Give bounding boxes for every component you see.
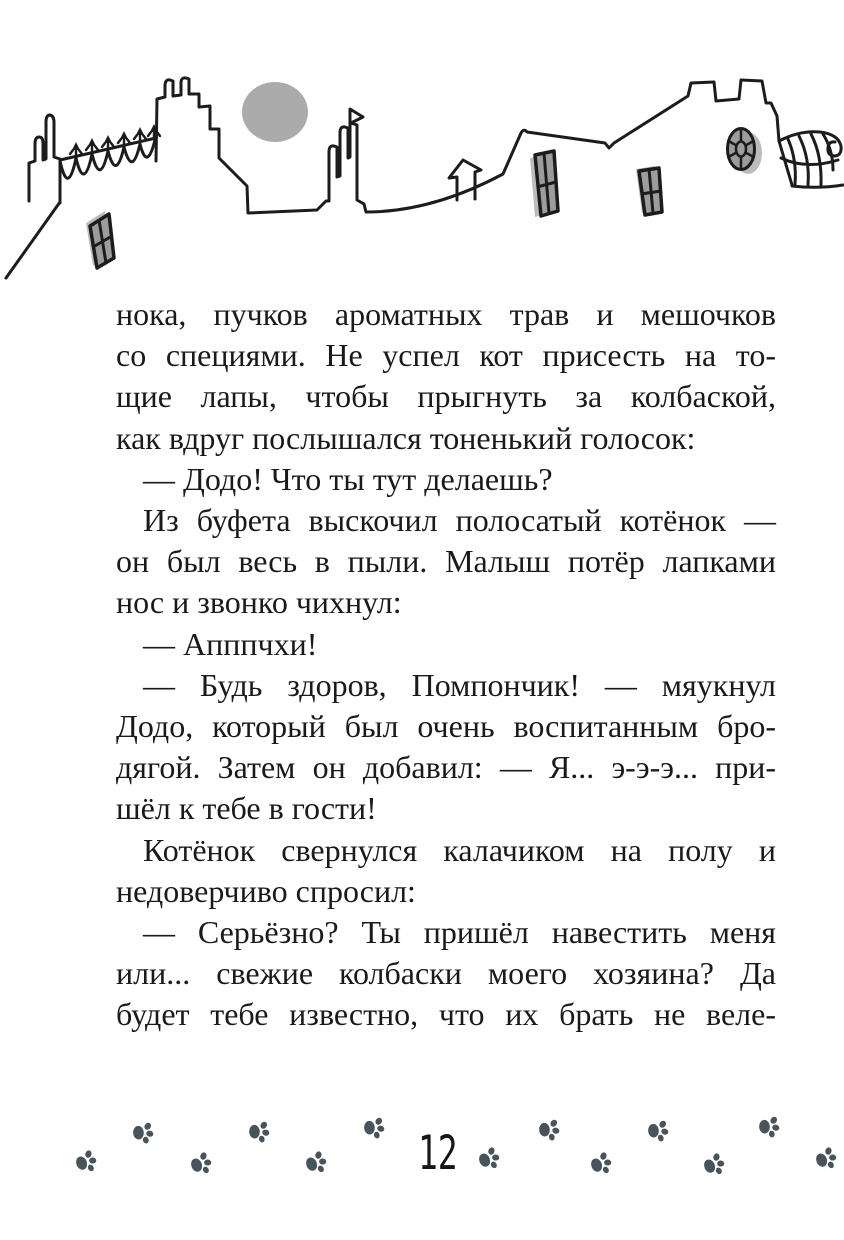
skylight-window-middle <box>530 151 558 217</box>
paw-icon <box>128 1118 158 1148</box>
text-line: — Будь здоров, Помпончик! — мяукнул <box>143 666 776 703</box>
paw-icon <box>474 1144 504 1174</box>
paw-icon <box>244 1117 274 1147</box>
chimney-with-two-stacks <box>29 115 60 203</box>
railing-finials <box>70 124 160 156</box>
text-line: недоверчиво спросил: <box>116 872 416 909</box>
paw-icon <box>754 1112 784 1142</box>
rolled-roof-bottom <box>792 185 843 187</box>
paw-icon <box>186 1149 216 1179</box>
paw-icon <box>811 1144 841 1174</box>
text-line: нока, пучков ароматных трав и мешочков <box>116 296 776 332</box>
capped-chimney <box>449 160 481 200</box>
text-line: — Серьёзно? Ты пришёл навестить меня <box>143 914 776 951</box>
moon <box>242 82 308 142</box>
text-line: щие лапы, чтобы прыгнуть за колбаской, <box>116 378 776 415</box>
paw-icon <box>534 1115 564 1145</box>
round-rose-window <box>728 129 763 175</box>
text-line: — Додо! Что ты тут делаешь? <box>143 460 553 497</box>
paw-icon <box>586 1149 616 1179</box>
text-line: он был весь в пыли. Малыш потёр лапками <box>116 543 776 580</box>
skylight-window-left <box>86 211 114 268</box>
text-line: как вдруг послышался тоненький голосок: <box>116 419 696 456</box>
paw-icon <box>71 1147 101 1177</box>
text-line: Из буфета выскочил полосатый котёнок — <box>143 502 776 539</box>
text-line: дягой. Затем он добавил: — Я... э-э-э... при- <box>116 749 776 786</box>
page-footer <box>0 1105 844 1205</box>
text-line: нос и звонко чихнул: <box>116 584 402 621</box>
story-text <box>116 294 776 1036</box>
rooftops-skyline-drawing <box>0 55 844 290</box>
paw-icon <box>699 1150 729 1180</box>
text-line: Котёнок свернулся калачиком на полу и <box>143 831 776 868</box>
paw-icon <box>359 1113 389 1143</box>
left-roof-slope <box>6 202 60 278</box>
text-line: Додо, который был очень воспитанным бро- <box>116 708 776 745</box>
paw-icon <box>643 1116 673 1146</box>
skylight-window-right <box>636 166 662 215</box>
text-line: — Апппчхи! <box>143 625 318 662</box>
page-number: 12 <box>418 1126 458 1181</box>
rooftops-illustration <box>0 55 844 290</box>
text-line: или... свежие колбаски моего хозяина? Да <box>116 955 776 992</box>
text-line: шёл к тебе в гости! <box>116 790 377 827</box>
text-line: будет тебе известно, что их брать не веле- <box>116 996 776 1033</box>
paw-icon <box>301 1148 331 1178</box>
text-line: со специями. Не успел кот присесть на то- <box>116 337 776 374</box>
